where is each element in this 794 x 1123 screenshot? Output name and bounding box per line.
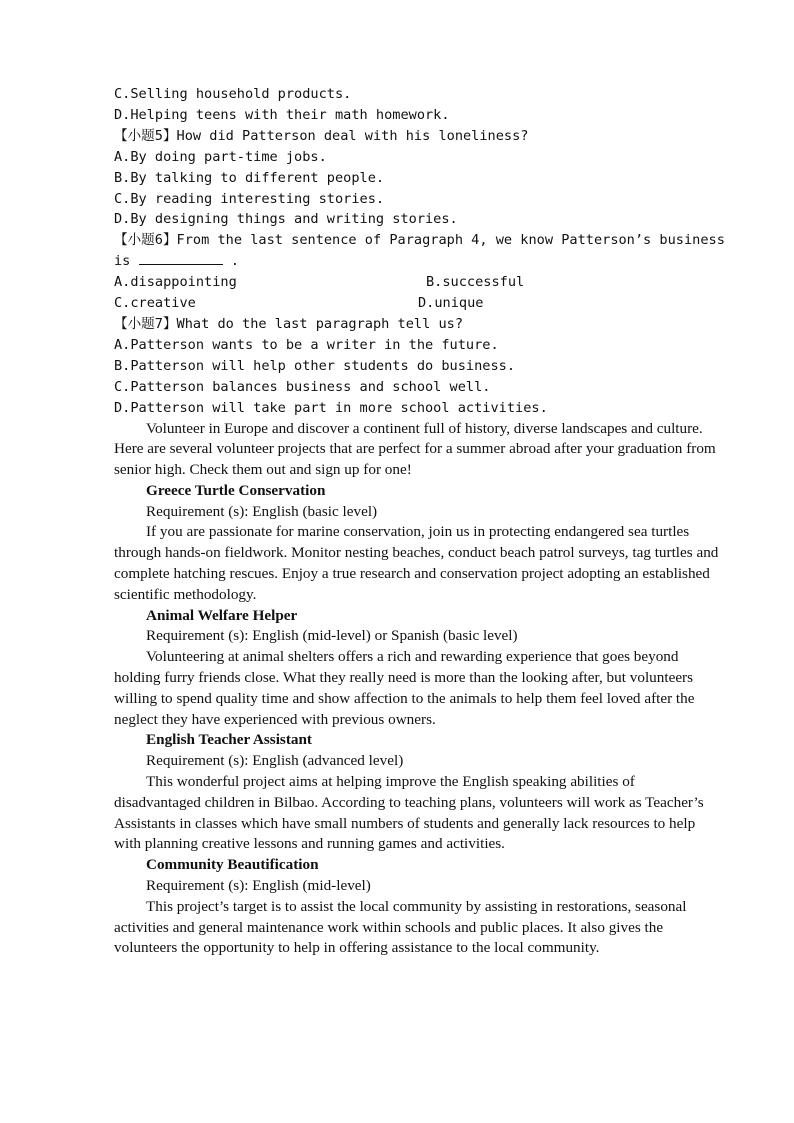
q6-stem-prefix: is (114, 253, 131, 270)
q6-option-c: C.creative (114, 295, 196, 312)
q5-option-d: D.By designing things and writing stories. (114, 211, 458, 228)
project-requirement-turtle: Requirement (s): English (basic level) (146, 502, 378, 520)
q5-option-b: B.By talking to different people. (114, 169, 385, 186)
project-description-animal: Volunteering at animal shelters offers a rich and rewarding experience that goes beyond holding furry friends close. What they really need is more than the looking after, but volunteers willing to spend quality time and show affection to the animals to help them feel loved after the neglect they have experienced with previous owners. (114, 648, 695, 728)
q5-stem: 【小题5】How did Patterson deal with his loneliness? (114, 127, 529, 144)
q6-option-b: B.successful (426, 274, 525, 291)
q6-options-row-1 (114, 272, 724, 293)
project-title-animal: Animal Welfare Helper (146, 606, 298, 624)
q4-option-c: C.Selling household products. (114, 86, 352, 102)
q6-stem-suffix: . (230, 253, 239, 270)
q6-options-row-2 (114, 293, 724, 314)
q5-option-a: A.By doing part-time jobs. (114, 148, 327, 165)
q4-option-d: D.Helping teens with their math homework. (114, 106, 450, 123)
answer-blank (139, 252, 223, 265)
q6-stem-line2 (114, 251, 724, 272)
q7-stem: 【小题7】What do the last paragraph tell us? (114, 315, 464, 332)
project-description-community: This project’s target is to assist the local community by assisting in restorations, seasonal activities and general maintenance work within schools and public places. It also gives the volunteers the opportunity to help in offering assistance to the local community. (114, 897, 687, 957)
q5-option-c: C.By reading interesting stories. (114, 190, 385, 207)
project-description-turtle: If you are passionate for marine conservation, join us in protecting endangered sea turtles through hands-on fieldwork. Monitor nesting beaches, conduct beach patrol surveys, tag turtles and complete hatching rescues. Enjoy a true research and conservation project adopting an established scientific methodology. (114, 523, 719, 603)
project-requirement-animal: Requirement (s): English (mid-level) or Spanish (basic level) (146, 627, 518, 645)
q7-option-a: A.Patterson wants to be a writer in the future. (114, 336, 499, 353)
q6-stem-line1: 【小题6】From the last sentence of Paragraph 4, we know Patterson’s business (114, 232, 725, 249)
q7-option-d: D.Patterson will take part in more school activities. (114, 399, 548, 416)
passage-intro: Volunteer in Europe and discover a continent full of history, diverse landscapes and culture. Here are several volunteer projects that are perfect for a summer abroad after your graduation from senior high. Check them out and sign up for one! (114, 419, 716, 479)
project-description-teacher: This wonderful project aims at helping improve the English speaking abilities of disadvantaged children in Bilbao. According to teaching plans, volunteers will work as Teacher’s Assistants in classes which have small numbers of students and generally lack resources to help with planning creative lessons and running games and activities. (114, 773, 704, 853)
q7-option-b: B.Patterson will help other students do business. (114, 357, 516, 374)
project-title-turtle: Greece Turtle Conservation (146, 481, 326, 499)
q6-option-d: D.unique (418, 295, 484, 312)
project-title-teacher: English Teacher Assistant (146, 731, 312, 749)
project-requirement-community: Requirement (s): English (mid-level) (146, 877, 371, 895)
project-title-community: Community Beautification (146, 856, 319, 874)
project-requirement-teacher: Requirement (s): English (advanced level) (146, 752, 404, 770)
document-page (114, 84, 724, 959)
q7-option-c: C.Patterson balances business and school well. (114, 378, 491, 395)
q6-option-a: A.disappointing (114, 274, 237, 291)
